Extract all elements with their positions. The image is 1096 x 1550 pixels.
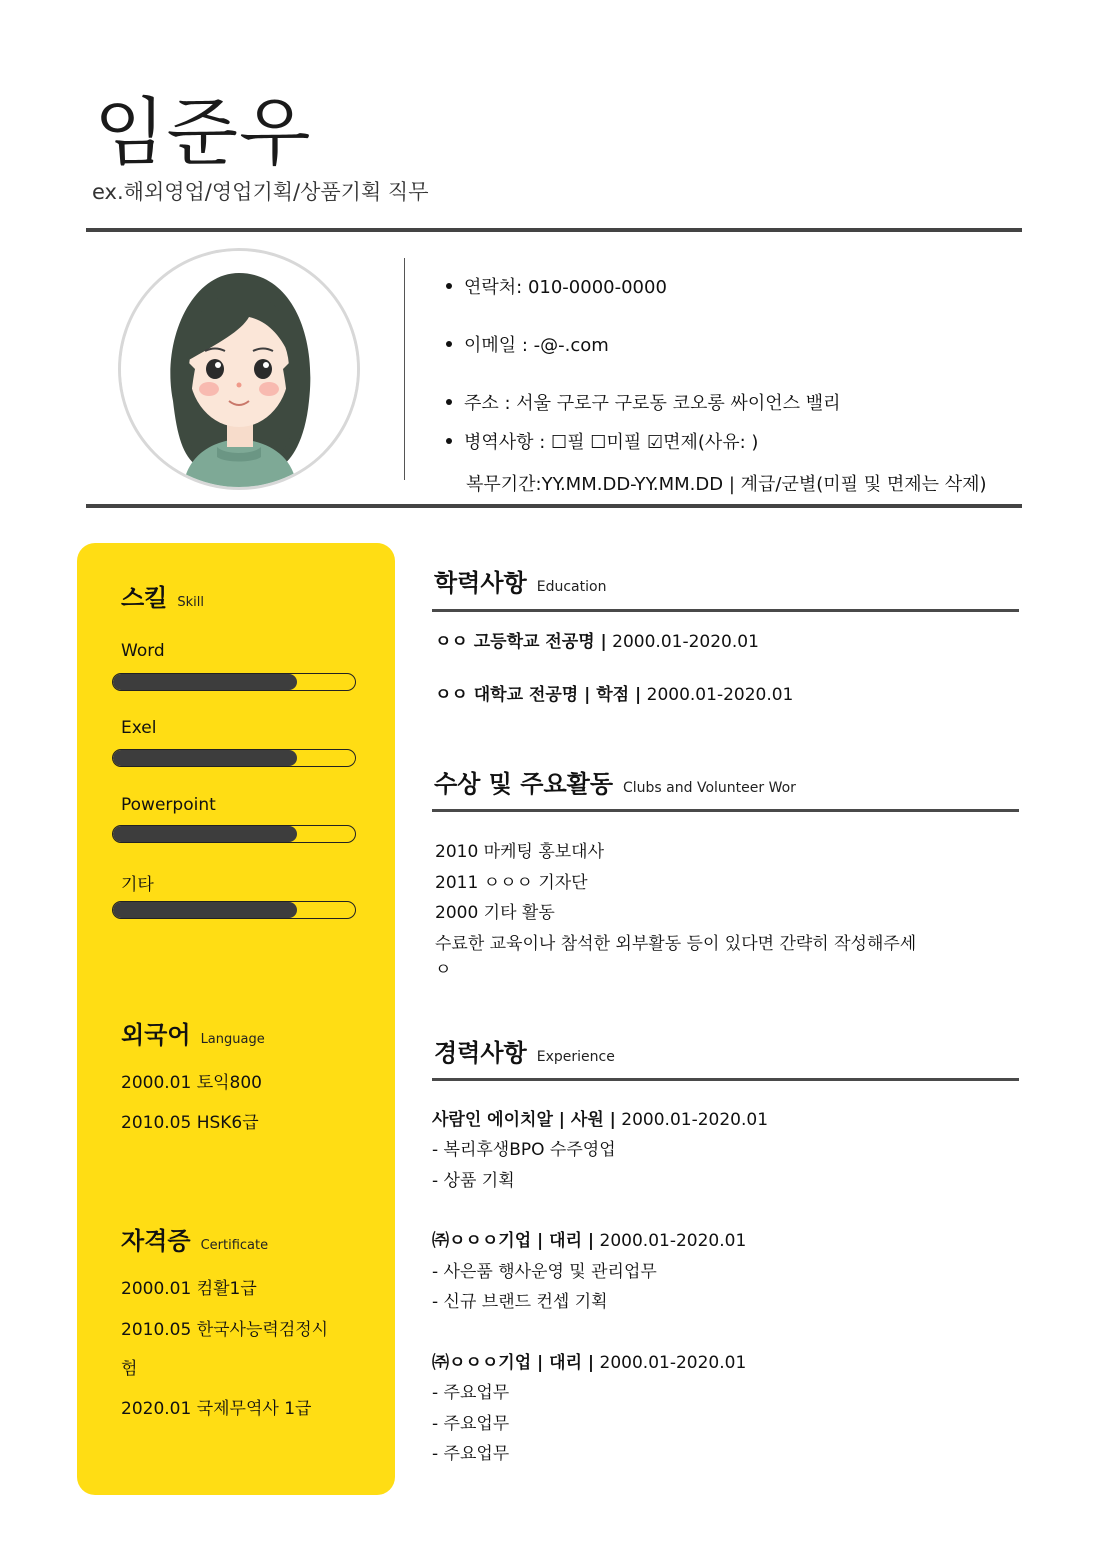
skill-bar-fill: [113, 674, 297, 690]
skill-bar-fill: [113, 750, 297, 766]
job-duty: - 신규 브랜드 컨셉 기획: [432, 1292, 608, 1312]
cert-item: 험: [121, 1359, 138, 1379]
cert-item: 2010.05 한국사능력검정시: [121, 1320, 329, 1340]
job-duty: - 주요업무: [432, 1444, 510, 1464]
experience-title-text: 경력사항: [434, 1039, 527, 1067]
language-item: 2010.05 HSK6급: [121, 1113, 259, 1133]
military-text: 병역사항 : ☐필 ☐미필 ☑면제(사유: ): [464, 432, 759, 453]
job-duty: - 상품 기획: [432, 1171, 515, 1191]
contact-military: [446, 428, 758, 454]
job-heading: [432, 1348, 746, 1373]
education-date: 2000.01-2020.01: [612, 632, 759, 652]
contact-address: [446, 389, 841, 415]
email-text: 이메일 : -@-.com: [464, 335, 609, 356]
job-duty: - 주요업무: [432, 1414, 510, 1434]
job-duty: - 복리후생BPO 수주영업: [432, 1140, 616, 1160]
skill-label: 기타: [121, 875, 154, 895]
activity-item: 2011 ㅇㅇㅇ 기자단: [435, 873, 588, 893]
education-section-title: [434, 563, 606, 598]
skill-bar: [112, 825, 356, 843]
job-company: ㈜ㅇㅇㅇ기업 | 대리 |: [432, 1353, 595, 1373]
language-subtitle: Language: [200, 1032, 265, 1047]
education-title-text: 학력사항: [434, 569, 527, 597]
education-item: [435, 627, 759, 652]
resume-name: 임준우: [94, 90, 312, 176]
contact-email: [446, 331, 609, 357]
skill-bar: [112, 673, 356, 691]
education-subtitle: Education: [536, 579, 607, 595]
skill-title-text: 스킬: [121, 584, 168, 612]
activities-title-text: 수상 및 주요활동: [434, 770, 613, 798]
experience-subtitle: Experience: [536, 1049, 615, 1065]
skill-label: Word: [121, 641, 165, 661]
top-divider: [86, 228, 1022, 232]
experience-divider: [432, 1078, 1019, 1081]
cert-subtitle: Certificate: [200, 1238, 269, 1253]
job-title: ex.해외영업/영업기획/상품기획 직무: [92, 180, 429, 204]
middle-divider: [86, 504, 1022, 508]
job-heading: [432, 1105, 768, 1130]
contact-phone: [446, 273, 667, 299]
job-date: 2000.01-2020.01: [599, 1353, 747, 1373]
activity-item: 수료한 교육이나 참석한 외부활동 등이 있다면 간략히 작성해주세: [435, 934, 917, 954]
job-company: ㈜ㅇㅇㅇ기업 | 대리 |: [432, 1231, 595, 1251]
activity-item: 2000 기타 활동: [435, 903, 555, 923]
activity-item: ㅇ: [435, 960, 452, 980]
bullet-icon: [446, 341, 452, 347]
skill-bar-fill: [113, 902, 297, 918]
bullet-icon: [446, 283, 452, 289]
education-name: ㅇㅇ 대학교 전공명 | 학점 |: [435, 685, 642, 705]
cert-title-text: 자격증: [121, 1227, 191, 1255]
profile-photo: [118, 248, 360, 490]
language-section-title: [121, 1015, 265, 1050]
job-duty: - 사은품 행사운영 및 관리업무: [432, 1262, 657, 1282]
job-company: 사람인 에이치알 | 사원 |: [432, 1110, 616, 1130]
skill-bar-fill: [113, 826, 297, 842]
activities-divider: [432, 809, 1019, 812]
activities-section-title: [434, 764, 796, 799]
activities-subtitle: Clubs and Volunteer Wor: [623, 780, 796, 796]
address-text: 주소 : 서울 구로구 구로동 코오롱 싸이언스 밸리: [464, 393, 841, 414]
skill-bar: [112, 749, 356, 767]
job-duty: - 주요업무: [432, 1383, 510, 1403]
job-heading: [432, 1226, 746, 1251]
bullet-icon: [446, 399, 452, 405]
skill-section-title: [121, 578, 204, 613]
avatar-illustration: [121, 251, 357, 487]
header-vertical-divider: [404, 258, 405, 480]
skill-subtitle: Skill: [177, 595, 204, 610]
cert-item: 2000.01 컴활1급: [121, 1279, 257, 1299]
skill-label: Powerpoint: [121, 795, 216, 815]
skill-bar: [112, 901, 356, 919]
education-name: ㅇㅇ 고등학교 전공명 |: [435, 632, 607, 652]
military-detail: 복무기간:YY.MM.DD-YY.MM.DD | 계급/군별(미필 및 면제는 삭제): [466, 474, 987, 495]
job-date: 2000.01-2020.01: [621, 1110, 769, 1130]
education-divider: [432, 609, 1019, 612]
language-item: 2000.01 토익800: [121, 1073, 262, 1093]
cert-item: 2020.01 국제무역사 1급: [121, 1399, 312, 1419]
education-date: 2000.01-2020.01: [646, 685, 794, 705]
experience-section-title: [434, 1033, 615, 1068]
education-item: [435, 680, 793, 705]
phone-text: 연락처: 010-0000-0000: [464, 277, 667, 298]
language-title-text: 외국어: [121, 1021, 191, 1049]
skill-label: Exel: [121, 718, 157, 738]
activity-item: 2010 마케팅 홍보대사: [435, 842, 605, 862]
cert-section-title: [121, 1221, 268, 1256]
bullet-icon: [446, 438, 452, 444]
job-date: 2000.01-2020.01: [599, 1231, 747, 1251]
